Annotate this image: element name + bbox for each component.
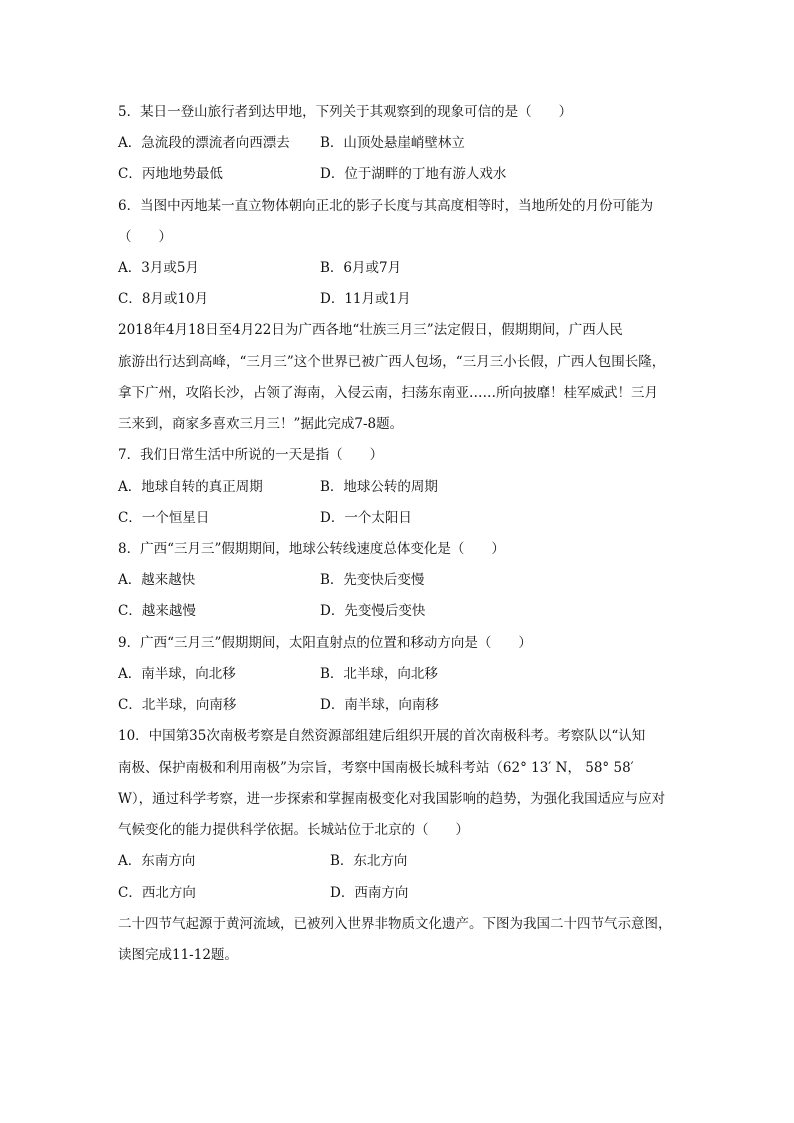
q9-option-c: C．北半球，向南移: [118, 697, 237, 713]
q10-stem-line-1: 10．中国第35次南极考察是自然资源部组建后组织开展的首次南极科考。考察队以“认知: [118, 728, 646, 744]
q7-stem: 7．我们日常生活中所说的一天是指（ ）: [118, 447, 384, 463]
q7-option-a: A．地球自转的真正周期: [118, 479, 263, 495]
passage-1-line-1: 2018年4月18日至4月22日为广西各地“壮族三月三”法定假日，假期期间，广西人民: [118, 322, 623, 338]
q8-option-c: C．越来越慢: [118, 603, 196, 619]
q6-stem-line-1: 6．当图中丙地某一直立物体朝向正北的影子长度与其高度相等时，当地所处的月份可能为: [118, 198, 654, 214]
q7-option-c: C．一个恒星日: [118, 510, 210, 526]
q9-option-a: A．南半球，向北移: [118, 666, 236, 682]
passage-1-line-2: 旅游出行达到高峰，“三月三”这个世界已被广西人包场，“三月三小长假，广西人包围长隆，: [118, 354, 666, 370]
q8-option-d: D．先变慢后变快: [320, 603, 426, 619]
passage-1-line-4: 三来到，商家多喜欢三月三！”据此完成7-8题。: [118, 416, 404, 432]
q9-option-b: B．北半球，向北移: [320, 666, 438, 682]
passage-2-line-1: 二十四节气起源于黄河流域，已被列入世界非物质文化遗产。下图为我国二十四节气示意图，: [118, 916, 672, 932]
q10-option-d: D．西南方向: [330, 885, 409, 901]
q6-option-c: C．8月或10月: [118, 291, 209, 307]
q7-option-b: B．地球公转的周期: [320, 479, 438, 495]
q10-stem-line-4: 气候变化的能力提供科学依据。长城站位于北京的（ ）: [118, 822, 469, 838]
q10-option-a: A．东南方向: [118, 853, 196, 869]
q10-option-c: C．西北方向: [118, 885, 196, 901]
q9-option-d: D．南半球，向南移: [320, 697, 439, 713]
q5-option-b: B．山顶处悬崖峭壁林立: [320, 135, 465, 151]
q5-option-c: C．丙地地势最低: [118, 166, 223, 182]
q7-option-d: D．一个太阳日: [320, 510, 412, 526]
passage-1-line-3: 拿下广州，攻陷长沙，占领了海南，入侵云南，扫荡东南亚……所向披靡！桂军威武！三月: [118, 385, 658, 401]
q6-option-d: D．11月或1月: [320, 291, 411, 307]
q8-option-b: B．先变快后变慢: [320, 572, 425, 588]
q10-option-b: B．东北方向: [330, 853, 408, 869]
q5-stem: 5．某日一登山旅行者到达甲地，下列关于其观察到的现象可信的是（ ）: [118, 104, 573, 120]
q9-stem: 9．广西“三月三”假期期间，太阳直射点的位置和移动方向是（ ）: [118, 635, 532, 651]
q6-option-b: B．6月或7月: [320, 260, 402, 276]
q6-stem-line-2: （ ）: [118, 229, 172, 245]
q5-option-d: D．位于湖畔的丁地有游人戏水: [320, 166, 507, 182]
q10-stem-line-3: W），通过科学考察，进一步探索和掌握南极变化对我国影响的趋势，为强化我国适应与应对: [118, 791, 666, 807]
passage-2-line-2: 读图完成11-12题。: [118, 947, 238, 963]
q8-option-a: A．越来越快: [118, 572, 196, 588]
q8-stem: 8．广西“三月三”假期期间，地球公转线速度总体变化是（ ）: [118, 541, 505, 557]
q10-stem-line-2: 南极、保护南极和利用南极”为宗旨，考察中国南极长城科考站（62° 13′ N， 58° 58′: [118, 760, 634, 776]
q6-option-a: A．3月或5月: [118, 260, 199, 276]
q5-option-a: A．急流段的漂流者向西漂去: [118, 135, 290, 151]
